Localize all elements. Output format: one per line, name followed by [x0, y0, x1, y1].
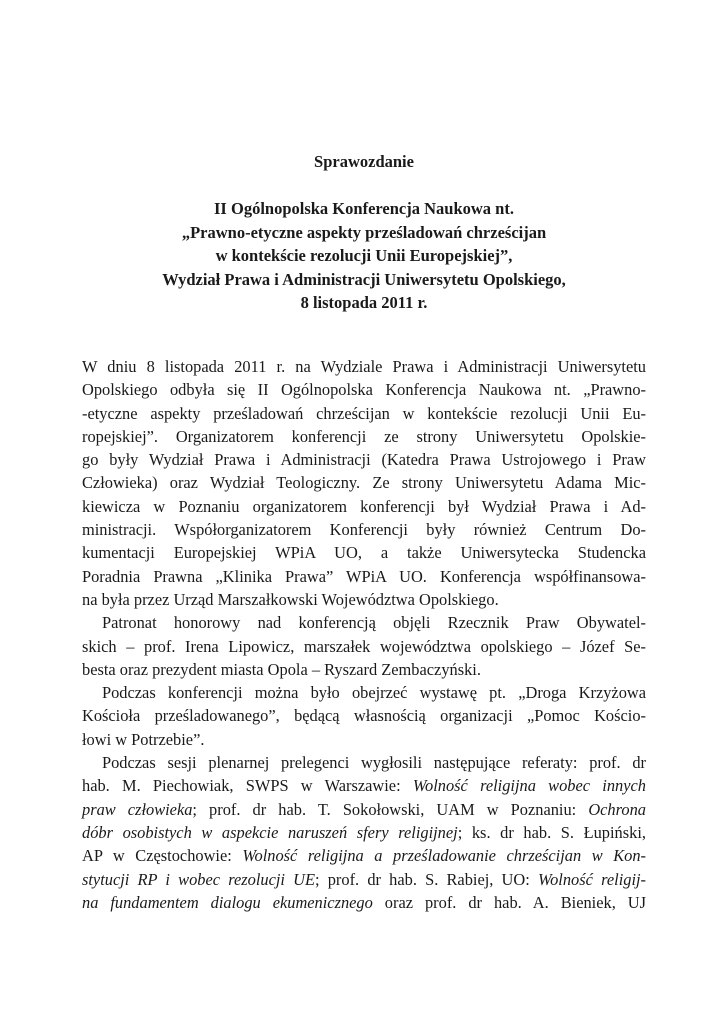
text-line: go były Wydział Prawa i Administracji (Katedra Prawa Ustrojowego i Praw	[82, 450, 646, 470]
title-line: II Ogólnopolska Konferencja Naukowa nt.	[214, 199, 514, 218]
report-label-block	[82, 150, 646, 174]
text-line: besta oraz prezydent miasta Opola – Ryszard Zembaczyński.	[82, 659, 481, 679]
report-body	[82, 355, 646, 914]
text-line: Poradnia Prawna „Klinika Prawa” WPiA UO. Konferencja współfinansowa-	[82, 566, 646, 586]
text-line: Opolskiego odbyła się II Ogólnopolska Konferencja Naukowa nt. „Prawno-	[82, 380, 646, 400]
text-line: W dniu 8 listopada 2011 r. na Wydziale Prawa i Administracji Uniwersytetu	[82, 357, 646, 376]
title-line: „Prawno-etyczne aspekty prześladowań chrześcijan	[181, 222, 547, 242]
paragraph-patronage	[82, 611, 646, 681]
text-run: oraz prof. dr hab. A. Bieniek, UJ	[372, 892, 646, 912]
report-label: Sprawozdanie	[314, 152, 414, 171]
lecture-title: praw człowieka	[82, 799, 193, 819]
text-line	[82, 774, 646, 797]
text-line	[82, 821, 646, 844]
text-line	[82, 868, 646, 891]
text-line: Podczas sesji plenarnej prelegenci wygłosili następujące referaty: prof. dr	[102, 753, 646, 773]
paragraph-introduction	[82, 355, 646, 611]
text-line: skich – prof. Irena Lipowicz, marszałek województwa opolskiego – Józef Se-	[82, 636, 646, 656]
text-run: hab. M. Piechowiak, SWPS w Warszawie:	[82, 776, 413, 796]
text-line: Człowieka) oraz Wydział Teologiczny. Ze strony Uniwersytetu Adama Mic-	[82, 473, 646, 493]
paragraph-exhibition	[82, 681, 646, 751]
text-line: na była przez Urząd Marszałkowski Województwa Opolskiego.	[82, 589, 499, 609]
text-line: kiewicza w Poznaniu organizatorem konferencji był Wydział Prawa i Ad-	[82, 496, 646, 516]
lecture-title: Wolność religijna a prześladowanie chrześcijan w Kon-	[242, 846, 647, 866]
lecture-title: dóbr osobistych w aspekcie naruszeń sfery religijnej	[82, 822, 458, 842]
lecture-title: Wolność religijna wobec innych	[412, 776, 646, 796]
text-line: kumentacji Europejskiej WPiA UO, a także Uniwersytecka Studencka	[82, 543, 646, 563]
lecture-title: Ochrona	[588, 799, 646, 819]
conference-title	[82, 197, 646, 315]
text-line: ministracji. Współorganizatorem Konferencji były również Centrum Do-	[82, 520, 646, 540]
text-line: łowi w Potrzebie”.	[82, 729, 205, 749]
title-line: 8 listopada 2011 r.	[300, 293, 428, 312]
text-line	[82, 798, 646, 821]
lecture-title: na fundamentem dialogu ekumenicznego	[82, 892, 373, 912]
text-run: AP w Częstochowie:	[82, 846, 243, 866]
text-run: ; prof. dr hab. S. Rabiej, UO:	[315, 869, 538, 889]
text-run: ; ks. dr hab. S. Łupiński,	[457, 822, 646, 842]
text-line: Kościoła prześladowanego”, będącą własnością organizacji „Pomoc Kościo-	[82, 706, 646, 726]
text-line	[82, 891, 646, 914]
lecture-title: stytucji RP i wobec rezolucji UE	[82, 869, 315, 889]
text-line: Podczas konferencji można było obejrzeć wystawę pt. „Droga Krzyżowa	[102, 683, 646, 703]
text-line: -etyczne aspekty prześladowań chrześcijan w kontekście rezolucji Unii Eu-	[82, 403, 646, 423]
text-run: ; prof. dr hab. T. Sokołowski, UAM w Poznaniu:	[192, 799, 589, 819]
title-line: w kontekście rezolucji Unii Europejskiej”,	[215, 246, 513, 265]
text-line	[82, 844, 646, 867]
text-line: ropejskiej”. Organizatorem konferencji ze strony Uniwersytetu Opolskie-	[82, 426, 646, 446]
text-line: Patronat honorowy nad konferencją objęli Rzecznik Praw Obywatel-	[102, 613, 646, 633]
paragraph-sessions	[82, 751, 646, 914]
title-line: Wydział Prawa i Administracji Uniwersytetu Opolskiego,	[162, 269, 566, 289]
lecture-title: Wolność religij-	[537, 869, 647, 889]
